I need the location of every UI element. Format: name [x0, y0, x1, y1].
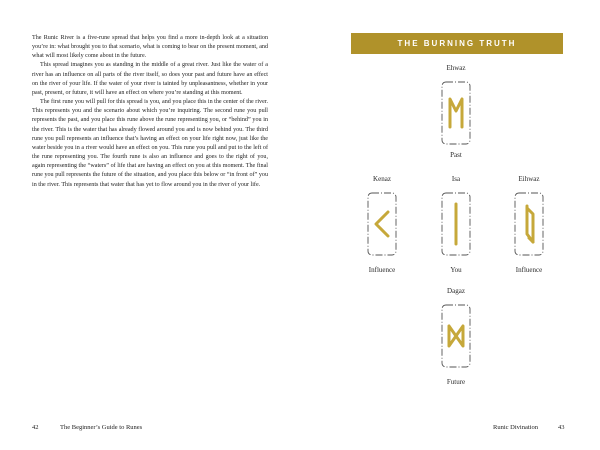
rune-role-past: Past: [450, 151, 462, 159]
page-number-left: 42: [32, 424, 39, 431]
rune-card-center: [441, 192, 471, 256]
right-page: [300, 0, 600, 450]
rune-role-left: Influence: [368, 266, 396, 274]
paragraph-instructions: The first rune you will pull for this spread is you, and you place this in the center of the river. This represents you and the scenario about which you’re inquiring. The second rune you pull represents the past, and you place this rune above the rune representing you, or “behind” you in the river. This is the water that has already flowed around you and is now behind you. The third rune you pull represents an influence that’s having an effect on your life right now, just like the water beside you in a river would have an effect on you. This rune you pull and put to the left of the rune representing you. The fourth rune is also an influence and goes to the right of you, again representing the “waters” of life that are having an effect on you at this moment. The final rune you pull represents the future of the situation, and you place this below or “in front of” you in the river. This represents that water that has yet to flow around you in the river of your life.: [32, 99, 268, 188]
rune-name-right: Eihwaz: [518, 175, 540, 183]
rune-card-right: [514, 192, 544, 256]
rune-card-left: [367, 192, 397, 256]
rune-name-center: Isa: [451, 175, 461, 183]
rune-role-future: Future: [446, 378, 466, 386]
paragraph-river: This spread imagines you as standing in the middle of a great river. Just like the water of a river has an influence on all parts of the river itself, so does your past and future have an effect on the river of your life. If the water of your river is tainted by unpleasantness, whether in your past, present, or future, it will have an effect on where you’re standing at this moment.: [32, 62, 268, 96]
ehwaz-rune-icon: [441, 81, 471, 145]
eihwaz-rune-icon: [514, 192, 544, 256]
isa-rune-icon: [441, 192, 471, 256]
rune-name-future: Dagaz: [447, 287, 465, 295]
running-head-left: The Beginner’s Guide to Runes: [60, 424, 143, 431]
running-head-right: Runic Divination: [493, 424, 538, 431]
rune-role-center: You: [450, 266, 462, 274]
paragraph-intro: The Runic River is a five-rune spread that helps you find a more in-depth look at a situation you’re in: what brought you to that scenario, what is coming to bear on the present moment, and what will most likely come about in the future.: [32, 35, 268, 60]
body-text: [32, 34, 268, 190]
rune-name-past: Ehwaz: [446, 64, 466, 72]
page-number-right: 43: [558, 424, 565, 431]
dagaz-rune-icon: [441, 304, 471, 368]
rune-name-left: Kenaz: [373, 175, 391, 183]
section-banner: THE BURNING TRUTH: [351, 33, 563, 54]
rune-role-right: Influence: [515, 266, 543, 274]
rune-card-future: [441, 304, 471, 368]
kenaz-rune-icon: [367, 192, 397, 256]
rune-card-past: [441, 81, 471, 145]
